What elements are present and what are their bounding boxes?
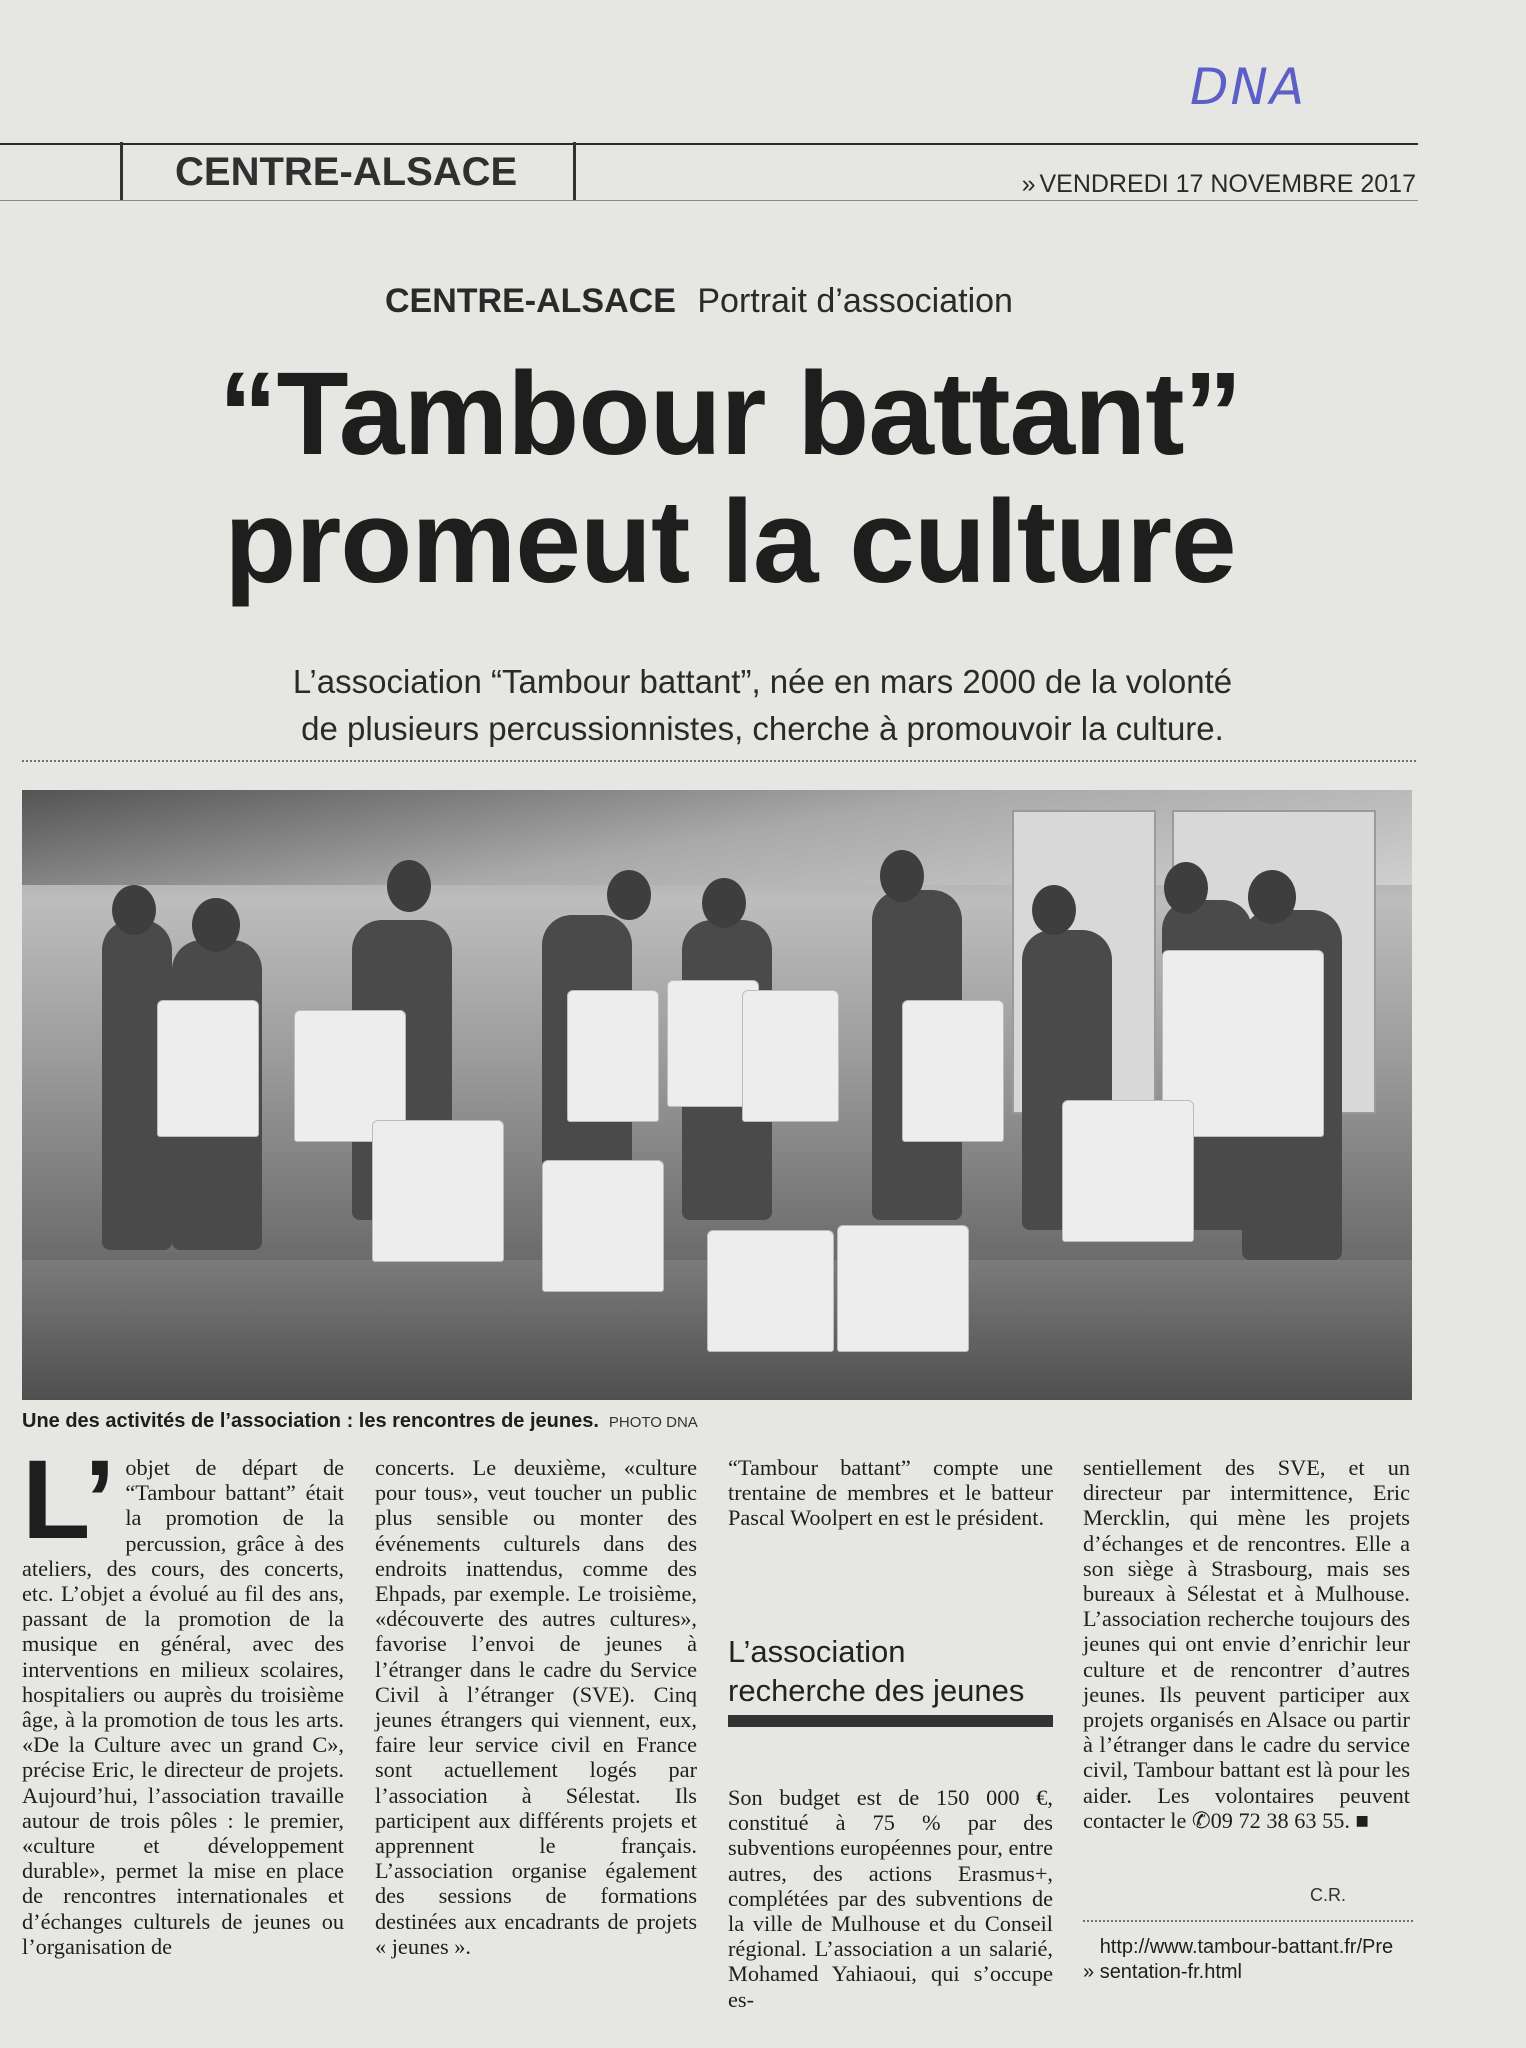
photo-person-head (387, 860, 431, 912)
header-rule-bottom (0, 200, 1418, 201)
box-title (728, 1632, 1024, 1710)
headline-line-2: promeut la culture (224, 476, 1236, 608)
group-photo (22, 790, 1412, 1400)
dotted-separator (22, 760, 1416, 762)
article-column-2-text: concerts. Le deuxième, «culture pour tous», veut toucher un public plus sensible ou monter des événements culturels dans des endroits inattendus, comme des Ehpads, par exemple. Le troisième, «découverte des autres cultures», favorise l’envoi de jeunes à l’étranger dans le cadre du Service Civil à l’étranger (SVE). Cinq jeunes étrangers qui viennent, eux, faire leur service civil en France sont actuellement logés par l’association à Sélestat. Ils participent aux différents projets et apprennent le français. L’association organise également des sessions de formations destinées aux encadrants de projets « jeunes ». (375, 1455, 697, 1959)
headline-line-1: “Tambour battant” (218, 348, 1242, 480)
article-column-4 (1083, 1455, 1410, 1833)
photo-caption (22, 1410, 698, 1433)
photo-person-head (1032, 885, 1076, 935)
photo-person-head (1248, 870, 1296, 924)
issue-date-text: VENDREDI 17 NOVEMBRE 2017 (1039, 170, 1416, 198)
article-column-2 (375, 1455, 697, 1959)
article-column-3-top-text: “Tambour battant” compte une trentaine de membres et le batteur Pascal Woolpert en est le président. (728, 1455, 1053, 1531)
box-title-line-2: recherche des jeunes (728, 1673, 1025, 1708)
drop-cap: L’ (22, 1437, 116, 1562)
photo-person-head (112, 885, 156, 935)
article-column-4-text: sentiellement des SVE, et un directeur par intermittence, Eric Mercklin, qui mène les projets d’échanges et de rencontres. Elle a son siège à Strasbourg, mais ses bureaux à Sélestat et à Mulhouse. L’association recherche toujours des jeunes qui ont envie d’enrichir leur culture et de rencontrer d’autres jeunes. Ils peuvent participer aux projets organisés en Alsace ou partir à l’étranger dans le cadre du service civil, Tambour battant est là pour les aider. Les volontaires peuvent contacter le ✆09 72 38 63 55. ■ (1083, 1455, 1410, 1833)
t-shirt (567, 990, 659, 1122)
t-shirt (1062, 1100, 1194, 1242)
photo-person-head (880, 850, 924, 902)
t-shirt (707, 1230, 834, 1352)
chapo-line-2: de plusieurs percussionnistes, cherche à promouvoir la culture. (301, 710, 1224, 747)
article-column-1 (22, 1437, 344, 1959)
article-link-text: http://www.tambour-battant.fr/Presentation-fr.html (1099, 1936, 1394, 1983)
t-shirt (902, 1000, 1004, 1142)
article-column-1-text: objet de départ de “Tambour battant” était la promotion de la percussion, grâce à des ateliers, des cours, des concerts, etc. L’objet a évolué au fil des ans, passant de la promotion de la musique en général, avec des interventions en milieux scolaires, hospitaliers ou auprès du troisième âge, à la promotion de tous les arts. «De la Culture avec un grand C», précise Eric, le directeur de projets. Aujourd’hui, l’association travaille autour de trois pôles : le premier, «culture et développement durable», permet la mise en place de rencontres internationales et d’échanges culturels de jeunes ou l’organisation de (22, 1455, 344, 1959)
photo-person-head (702, 878, 746, 928)
section-label-text: CENTRE-ALSACE (175, 150, 518, 194)
t-shirt (742, 990, 839, 1122)
link-separator (1083, 1920, 1413, 1922)
chevron-right-icon: » (1083, 1961, 1100, 1983)
author-signature: C.R. (1310, 1885, 1346, 1905)
chevron-right-icon: » (1021, 170, 1036, 198)
article-link[interactable] (1083, 1935, 1400, 1985)
section-label (120, 142, 576, 200)
t-shirt (372, 1120, 504, 1262)
box-title-line-1: L’association (728, 1634, 906, 1669)
chapo-line-1: L’association “Tambour battant”, née en mars 2000 de la volonté (292, 663, 1233, 700)
t-shirt (542, 1160, 664, 1292)
photo-person-head (607, 870, 651, 920)
photo-credit: PHOTO DNA (608, 1414, 698, 1431)
article-column-3-top (728, 1455, 1053, 1531)
kicker-region: CENTRE-ALSACE (385, 282, 676, 320)
kicker-rubric: Portrait d’association (697, 282, 1013, 320)
photo-person-head (192, 898, 240, 952)
article-column-3-bottom (728, 1785, 1053, 2012)
photo-caption-text: Une des activités de l’association : les rencontres de jeunes. (22, 1410, 599, 1432)
issue-date (1022, 170, 1416, 199)
chapo (185, 658, 1340, 752)
box-rule (728, 1715, 1053, 1727)
t-shirt (157, 1000, 259, 1137)
headline (120, 350, 1340, 606)
kicker (385, 282, 1013, 321)
t-shirt (837, 1225, 969, 1352)
photo-person-head (1164, 862, 1208, 914)
handwritten-annotation: DNA (1190, 58, 1307, 116)
article-column-3-bottom-text: Son budget est de 150 000 €, constitué à 75 % par des subventions européennes pour, entre autres, des actions Erasmus+, complétées par des subventions de la ville de Mulhouse et du Conseil régional. L’association a un salarié, Mohamed Yahiaoui, qui s’occupe es- (728, 1785, 1053, 2012)
